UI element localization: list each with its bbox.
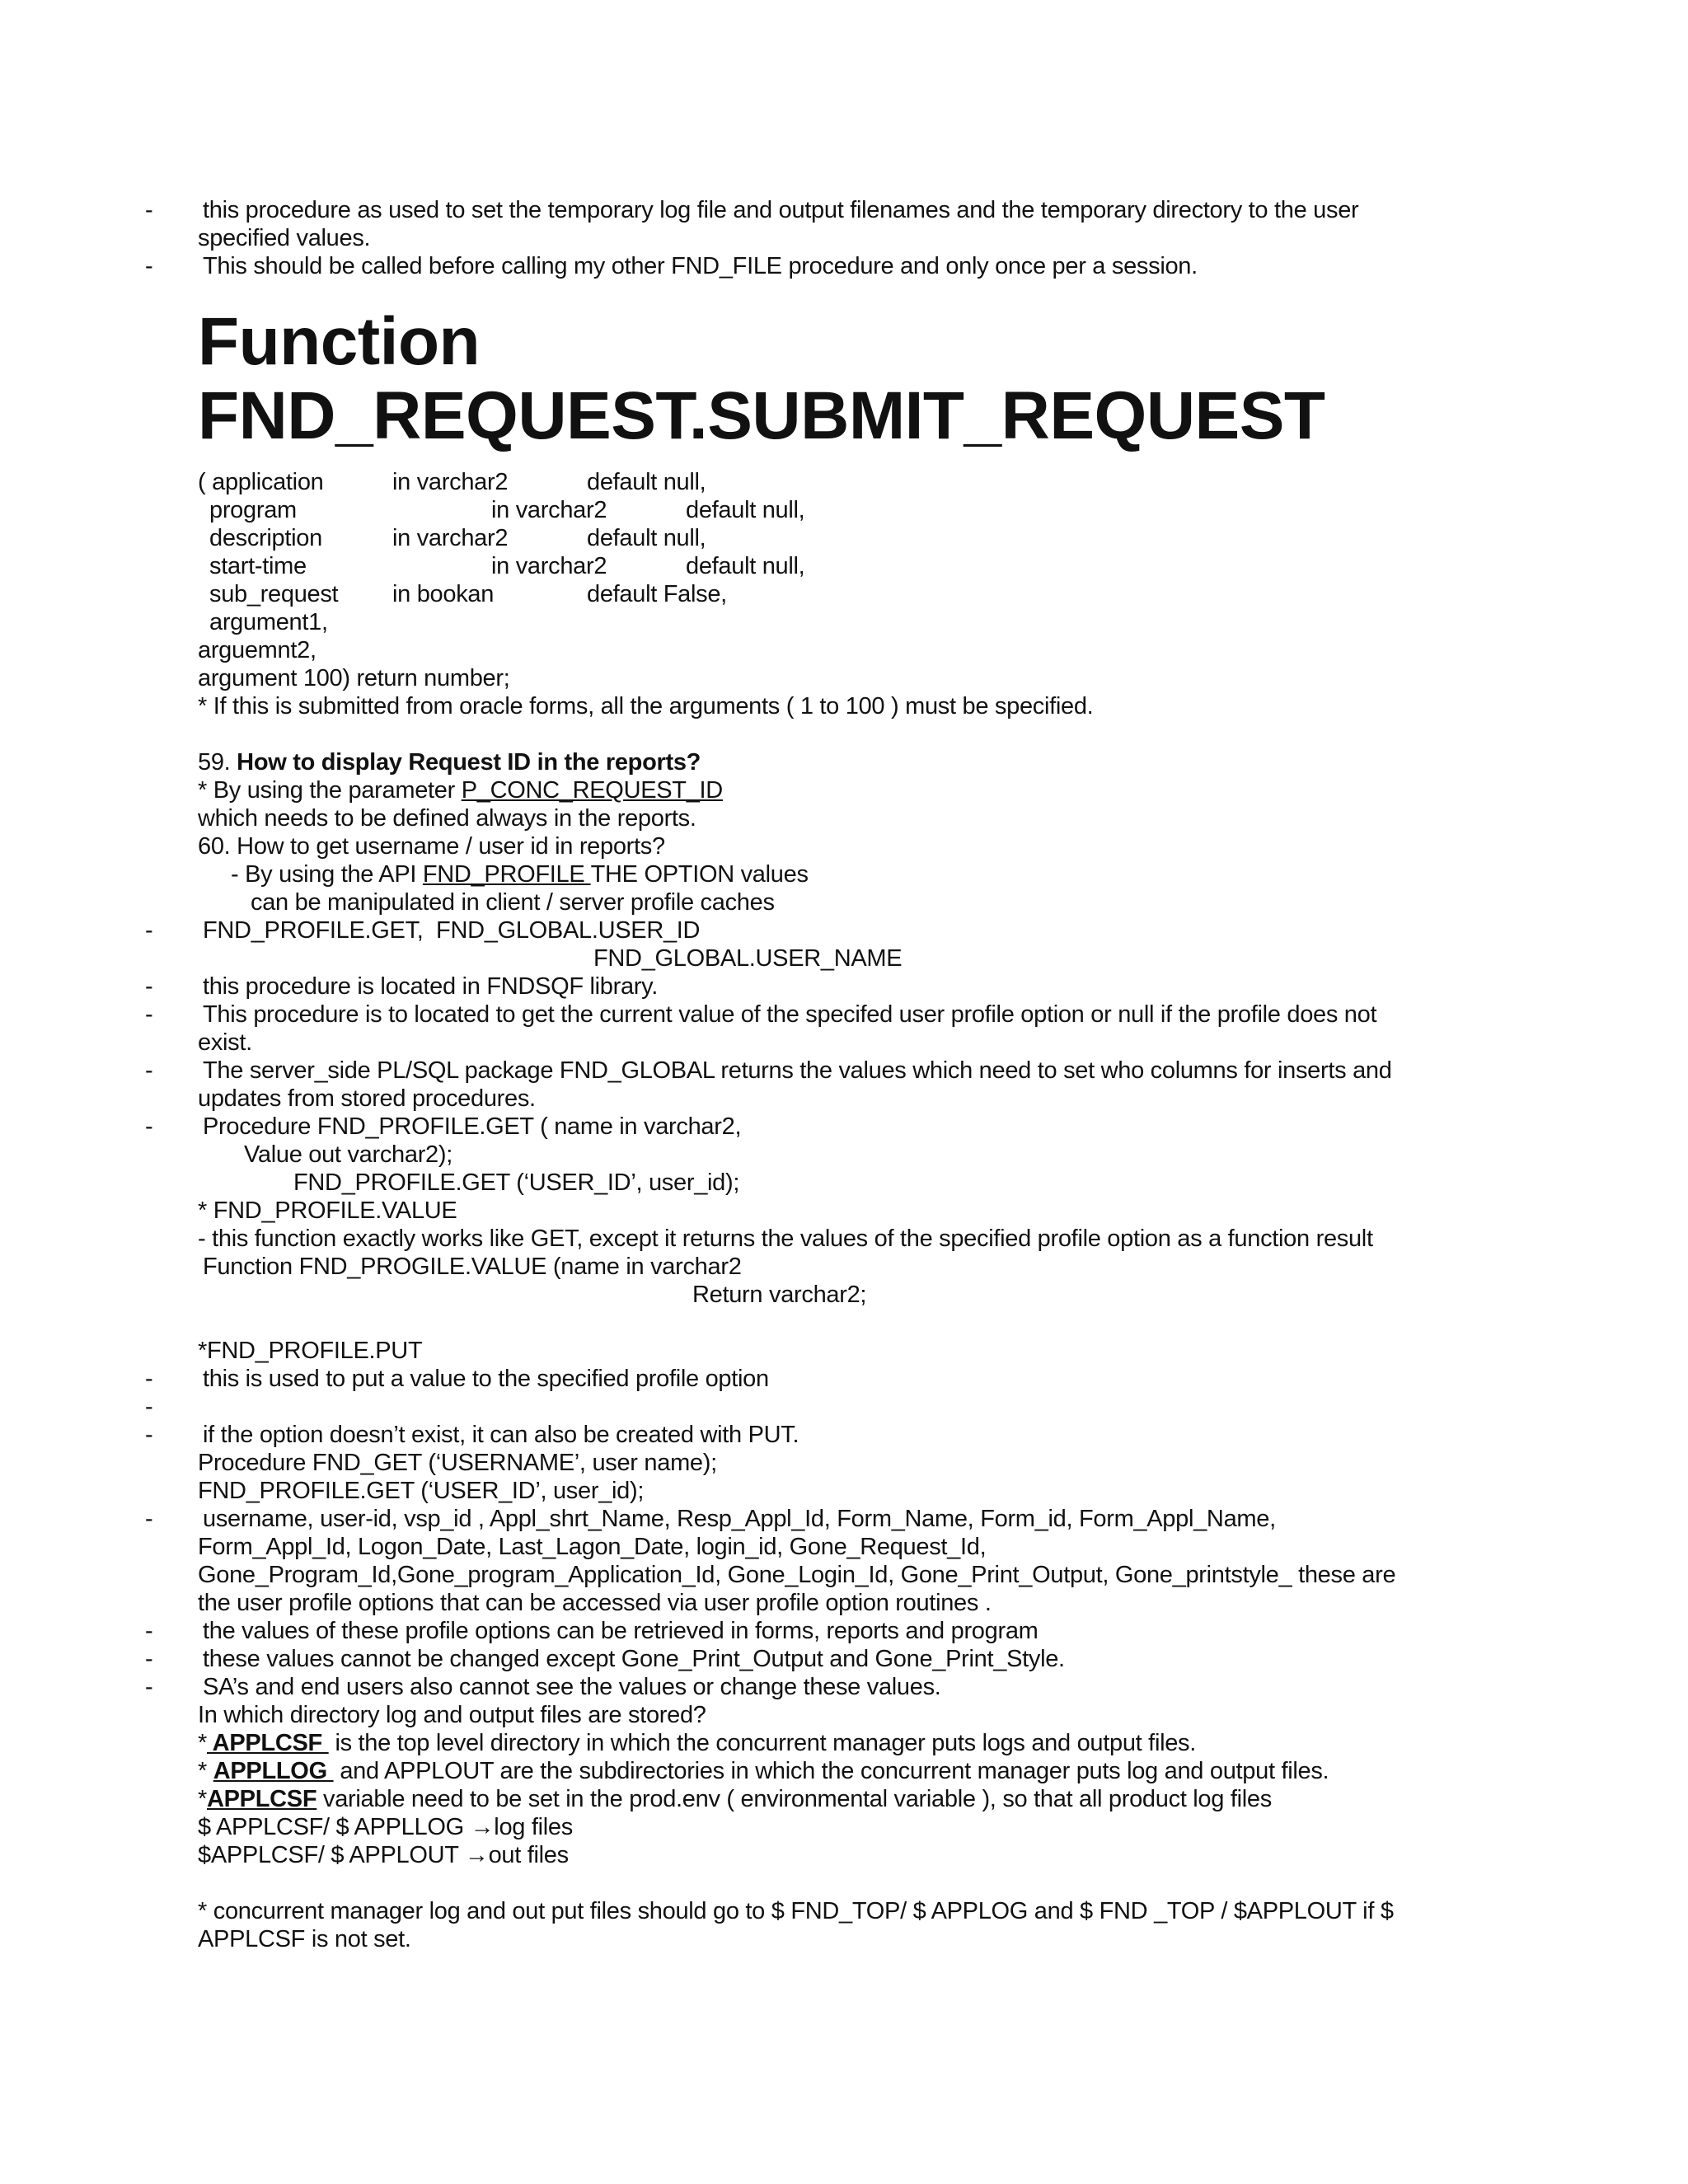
- text-line: [198, 468, 323, 496]
- text-segment: exist.: [198, 1029, 252, 1056]
- text-line: [198, 1085, 536, 1113]
- text-line: [198, 1561, 1395, 1589]
- text-line: [392, 524, 508, 552]
- text-segment: FND_PROFILE.GET (‘USER_ID’, user_id);: [293, 1169, 740, 1196]
- text-segment: specified values.: [198, 225, 371, 251]
- heading-submit-request: FND_REQUEST.SUBMIT_REQUEST: [198, 378, 1325, 453]
- text-segment: Procedure FND_GET (‘USERNAME’, user name);: [198, 1450, 717, 1476]
- text-segment: Value out varchar2);: [244, 1141, 452, 1168]
- text-line: [209, 524, 322, 552]
- text-line: [198, 832, 665, 860]
- text-segment: This should be called before calling my other FND_FILE procedure and only once per a session.: [203, 253, 1198, 279]
- text-line: [198, 1729, 1196, 1757]
- text-segment: Procedure FND_PROFILE.GET ( name in varchar2,: [203, 1113, 742, 1140]
- bullet-dash: -: [145, 973, 153, 1000]
- bullet-dash: -: [145, 197, 153, 223]
- bullet-dash: -: [145, 1113, 153, 1140]
- text-segment: *: [198, 1786, 207, 1812]
- text-segment: Return varchar2;: [692, 1282, 867, 1308]
- text-line: [209, 496, 297, 524]
- text-segment: username, user-id, vsp_id , Appl_shrt_Name, Resp_Appl_Id, Form_Name, Form_id, Form_Appl_Name,: [203, 1506, 1276, 1532]
- text-segment: * FND_PROFILE.VALUE: [198, 1197, 457, 1224]
- text-line: [198, 1197, 457, 1225]
- text-segment: *: [198, 1758, 213, 1784]
- text-line: [244, 1141, 452, 1169]
- text-line: [293, 1169, 739, 1197]
- text-line: [198, 224, 370, 252]
- text-segment: the user profile options that can be accessed via user profile option routines .: [198, 1590, 992, 1616]
- text-line: [198, 1477, 644, 1505]
- underlined-term: P_CONC_REQUEST_ID: [461, 777, 723, 804]
- bullet-dash: -: [145, 1674, 153, 1700]
- text-line: [209, 580, 338, 608]
- text-line: [198, 1701, 706, 1729]
- text-line: [198, 1841, 569, 1869]
- text-segment: the values of these profile options can be retrieved in forms, reports and program: [203, 1618, 1039, 1644]
- text-line: [692, 1281, 866, 1309]
- text-segment: in varchar2: [491, 553, 607, 579]
- text-line: [203, 1057, 1392, 1085]
- bullet-dash: -: [145, 1646, 153, 1672]
- text-line: [587, 580, 727, 608]
- text-line: [198, 1785, 1272, 1813]
- underlined-term: APPLCSF: [207, 1730, 329, 1756]
- text-segment: program: [209, 497, 297, 523]
- bullet-dash: -: [145, 917, 153, 944]
- underlined-term: APPLLOG: [213, 1758, 334, 1784]
- underlined-term: FND_PROFILE: [422, 861, 591, 888]
- text-segment: start-time: [209, 553, 307, 579]
- bullet-dash: -: [145, 1618, 153, 1644]
- text-segment: Function FND_PROGILE.VALUE (name in varchar2: [203, 1254, 742, 1280]
- text-line: [203, 1421, 799, 1449]
- text-segment: argument 100) return number;: [198, 665, 510, 691]
- text-line: [491, 552, 607, 580]
- text-segment: THE OPTION values: [590, 861, 809, 888]
- text-segment: this procedure is located in FNDSQF library.: [203, 973, 658, 1000]
- heading-function: Function: [198, 304, 481, 379]
- text-line: [198, 748, 701, 776]
- text-line: [198, 1589, 992, 1617]
- text-line: [198, 1925, 411, 1953]
- text-line: [392, 468, 508, 496]
- text-line: [203, 252, 1198, 280]
- text-segment: This procedure is to located to get the current value of the specifed user profile option or null if the profile does not: [203, 1001, 1377, 1028]
- text-segment: Gone_Program_Id,Gone_program_Application_Id, Gone_Login_Id, Gone_Print_Output, Gone_printstyle_ these are: [198, 1562, 1396, 1588]
- text-segment: $ APPLCSF/ $ APPLLOG →log files: [198, 1814, 573, 1840]
- text-segment: description: [209, 525, 322, 551]
- text-segment: default null,: [686, 553, 805, 579]
- text-line: [203, 1001, 1376, 1029]
- text-segment: The server_side PL/SQL package FND_GLOBAL returns the values which need to set who columns for inserts and: [203, 1057, 1392, 1084]
- text-segment: SA’s and end users also cannot see the values or change these values.: [203, 1674, 941, 1700]
- text-line: [203, 1113, 741, 1141]
- text-line: [203, 1365, 769, 1393]
- text-segment: in varchar2: [392, 469, 509, 495]
- text-segment: * If this is submitted from oracle forms, all the arguments ( 1 to 100 ) must be specified.: [198, 693, 1094, 719]
- bullet-dash: -: [145, 1366, 153, 1392]
- text-line: [231, 860, 809, 888]
- text-segment: * concurrent manager log and out put files should go to $ FND_TOP/ $ APPLOG and $ FND _TOP / $APPLOUT if $: [198, 1898, 1394, 1924]
- text-segment: this procedure as used to set the temporary log file and output filenames and the temporary directory to the user: [203, 197, 1359, 223]
- text-segment: these values cannot be changed except Gone_Print_Output and Gone_Print_Style.: [203, 1646, 1065, 1672]
- text-segment: APPLCSF is not set.: [198, 1926, 411, 1952]
- text-segment: in bookan: [392, 581, 495, 607]
- bold-text: How to display Request ID in the reports?: [237, 749, 701, 776]
- text-segment: default False,: [587, 581, 727, 607]
- text-line: [203, 972, 658, 1001]
- text-line: [491, 496, 607, 524]
- text-segment: default null,: [587, 525, 706, 551]
- text-segment: In which directory log and output files are stored?: [198, 1702, 706, 1728]
- text-segment: argument1,: [209, 609, 328, 635]
- bullet-dash: -: [145, 1506, 153, 1532]
- text-line: [198, 636, 316, 664]
- text-segment: which needs to be defined always in the reports.: [198, 805, 696, 832]
- bullet-dash: -: [145, 253, 153, 279]
- text-segment: 60. How to get username / user id in reports?: [198, 833, 665, 860]
- text-line: [198, 1225, 1373, 1253]
- text-segment: in varchar2: [392, 525, 509, 551]
- text-segment: FND_GLOBAL.USER_NAME: [593, 945, 903, 972]
- text-line: [198, 1897, 1394, 1925]
- text-line: [392, 580, 494, 608]
- text-segment: ( application: [198, 469, 324, 495]
- text-line: [686, 496, 804, 524]
- text-segment: can be manipulated in client / server profile caches: [251, 889, 775, 916]
- text-segment: - By using the API: [231, 861, 423, 888]
- text-line: [198, 1757, 1329, 1785]
- text-line: [198, 1029, 252, 1057]
- text-line: [203, 1505, 1276, 1533]
- text-segment: variable need to be set in the prod.env ( environmental variable ), so that all product log files: [316, 1786, 1272, 1812]
- text-line: [203, 196, 1358, 224]
- text-segment: Form_Appl_Id, Logon_Date, Last_Lagon_Date, login_id, Gone_Request_Id,: [198, 1534, 987, 1560]
- text-segment: default null,: [686, 497, 805, 523]
- text-line: [203, 1617, 1039, 1645]
- underlined-term: APPLCSF: [207, 1786, 317, 1812]
- text-segment: this is used to put a value to the specified profile option: [203, 1366, 769, 1392]
- text-segment: FND_PROFILE.GET, FND_GLOBAL.USER_ID: [203, 917, 701, 944]
- text-segment: sub_request: [209, 581, 339, 607]
- text-segment: * By using the parameter: [198, 777, 462, 804]
- bullet-dash: -: [145, 1001, 153, 1028]
- bullet-dash: -: [145, 1057, 153, 1084]
- text-line: [209, 608, 328, 636]
- text-segment: in varchar2: [491, 497, 607, 523]
- text-line: [587, 524, 706, 552]
- text-segment: if the option doesn’t exist, it can also be created with PUT.: [203, 1422, 799, 1448]
- text-line: [587, 468, 706, 496]
- text-line: [198, 1813, 573, 1841]
- text-segment: *FND_PROFILE.PUT: [198, 1338, 423, 1364]
- text-segment: arguemnt2,: [198, 637, 316, 663]
- text-segment: FND_PROFILE.GET (‘USER_ID’, user_id);: [198, 1478, 645, 1504]
- text-line: [198, 1449, 717, 1477]
- text-line: [209, 552, 307, 580]
- text-line: [198, 664, 509, 692]
- text-line: [198, 1337, 422, 1365]
- text-line: [198, 692, 1093, 720]
- text-line: [686, 552, 804, 580]
- text-segment: updates from stored procedures.: [198, 1085, 536, 1112]
- text-line: [198, 776, 723, 804]
- bullet-dash: -: [145, 1422, 153, 1448]
- text-line: [203, 1673, 941, 1701]
- text-segment: 59.: [198, 749, 237, 776]
- text-segment: - this function exactly works like GET, except it returns the values of the specified profile option as a function result: [198, 1226, 1373, 1252]
- text-line: [251, 888, 775, 916]
- text-segment: and APPLOUT are the subdirectories in which the concurrent manager puts log and output files.: [333, 1758, 1329, 1784]
- text-line: [203, 916, 700, 944]
- bullet-dash: -: [145, 1394, 153, 1420]
- text-segment: is the top level directory in which the concurrent manager puts logs and output files.: [328, 1730, 1197, 1756]
- text-line: [203, 1253, 742, 1281]
- text-line: [198, 1533, 986, 1561]
- text-line: [593, 944, 902, 972]
- text-line: [203, 1645, 1065, 1673]
- text-segment: default null,: [587, 469, 706, 495]
- text-segment: $APPLCSF/ $ APPLOUT →out files: [198, 1842, 569, 1868]
- text-line: [198, 804, 696, 832]
- text-segment: *: [198, 1730, 207, 1756]
